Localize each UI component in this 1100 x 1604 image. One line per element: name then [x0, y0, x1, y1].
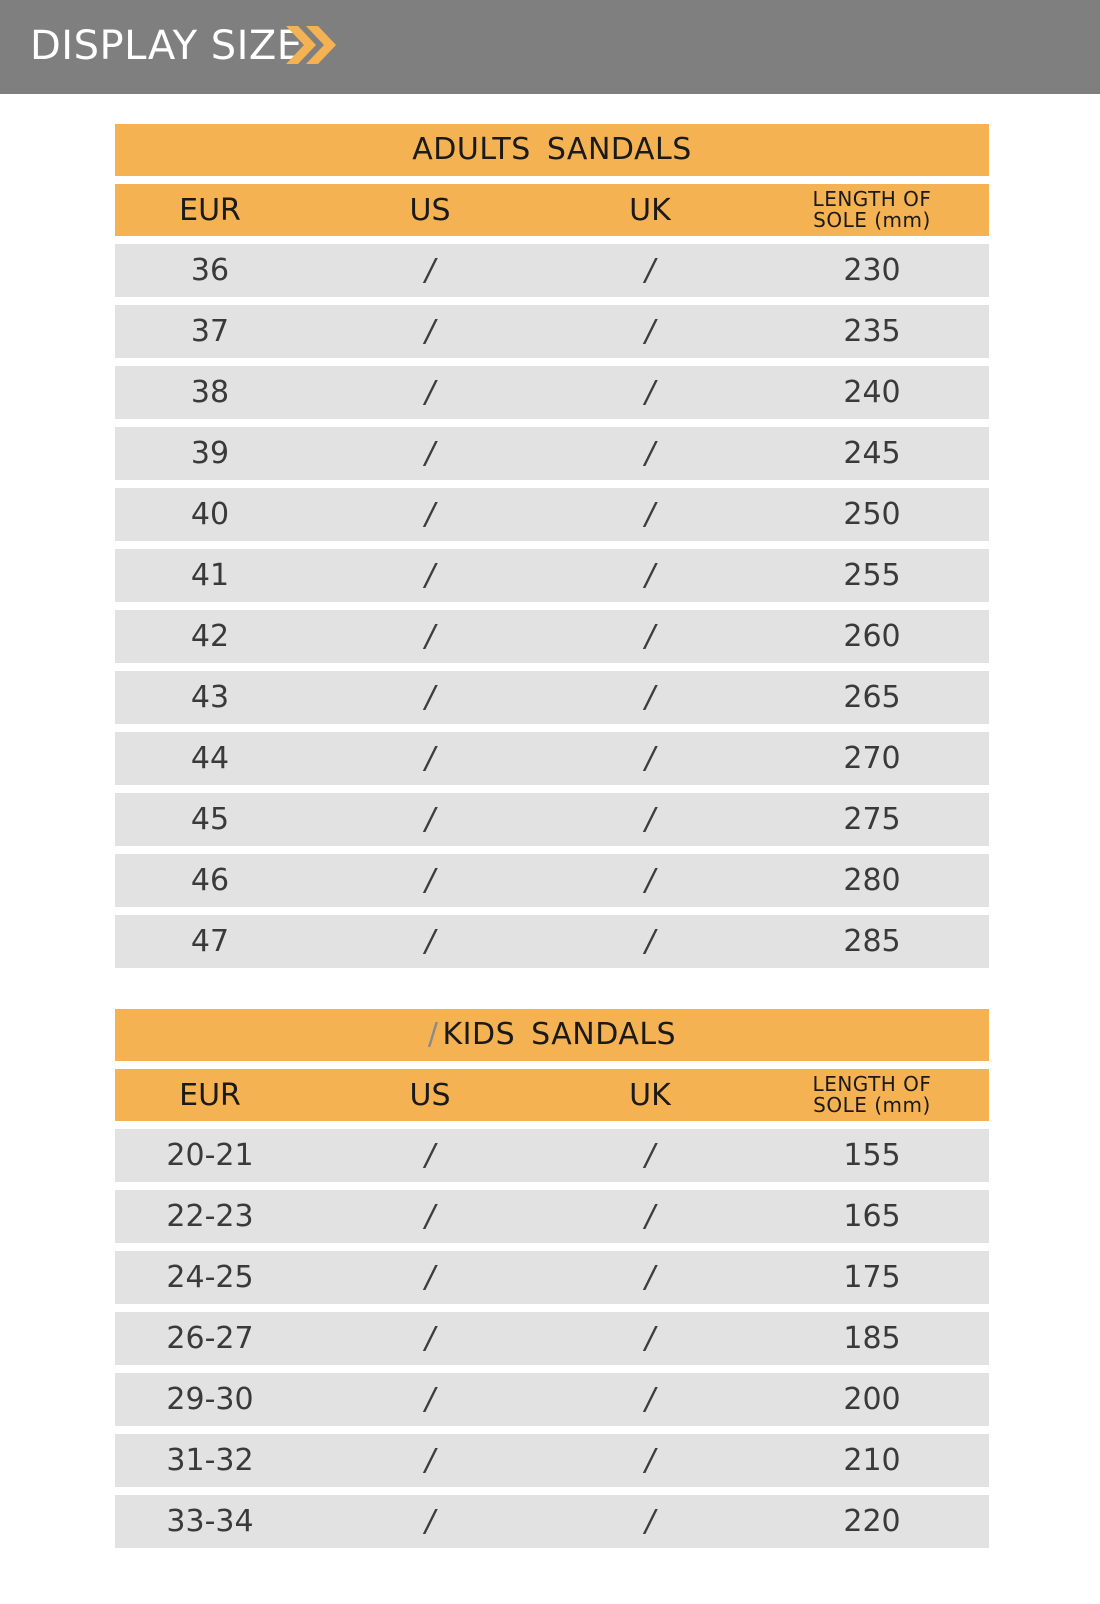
- table-row: [115, 1495, 989, 1548]
- us-cell: /: [424, 619, 436, 654]
- us-cell: /: [424, 1321, 436, 1356]
- eur-cell: 46: [190, 863, 230, 898]
- kids-table-title: KIDS SANDALS: [442, 1017, 677, 1052]
- kids-header-row: [115, 1069, 989, 1121]
- uk-cell: /: [644, 1260, 656, 1295]
- table-row: [115, 1129, 989, 1182]
- us-cell: /: [424, 1199, 436, 1234]
- uk-cell: /: [644, 314, 656, 349]
- table-row: [115, 549, 989, 602]
- eur-cell: 40: [190, 497, 230, 532]
- length-cell: 210: [843, 1443, 901, 1478]
- length-cell: 270: [843, 741, 901, 776]
- column-header-eur: EUR: [179, 192, 241, 228]
- table-row: [115, 1251, 989, 1304]
- table-row: [115, 427, 989, 480]
- eur-cell: 36: [190, 253, 230, 288]
- table-row: [115, 305, 989, 358]
- eur-cell: 43: [190, 680, 230, 715]
- eur-cell: 37: [190, 314, 230, 349]
- us-cell: /: [424, 741, 436, 776]
- eur-cell: 29-30: [166, 1382, 254, 1417]
- uk-cell: /: [644, 741, 656, 776]
- column-header-uk: UK: [629, 1077, 671, 1113]
- uk-cell: /: [644, 924, 656, 959]
- kids-title-slash: /: [427, 1017, 439, 1052]
- uk-cell: /: [644, 558, 656, 593]
- table-row: [115, 1373, 989, 1426]
- table-row: [115, 671, 989, 724]
- header-bar: [0, 0, 1100, 94]
- length-cell: 275: [843, 802, 901, 837]
- eur-cell: 38: [190, 375, 230, 410]
- uk-cell: /: [644, 253, 656, 288]
- uk-cell: /: [644, 1504, 656, 1539]
- uk-cell: /: [644, 375, 656, 410]
- length-cell: 285: [843, 924, 901, 959]
- adults-header-row: [115, 184, 989, 236]
- length-cell: 250: [843, 497, 901, 532]
- length-cell: 220: [843, 1504, 901, 1539]
- table-row: [115, 1190, 989, 1243]
- eur-cell: 33-34: [166, 1504, 254, 1539]
- length-cell: 265: [843, 680, 901, 715]
- us-cell: /: [424, 1504, 436, 1539]
- table-row: [115, 610, 989, 663]
- length-cell: 280: [843, 863, 901, 898]
- us-cell: /: [424, 497, 436, 532]
- us-cell: /: [424, 314, 436, 349]
- length-cell: 235: [843, 314, 901, 349]
- eur-cell: 47: [190, 924, 230, 959]
- length-cell: 245: [843, 436, 901, 471]
- us-cell: /: [424, 1382, 436, 1417]
- eur-cell: 22-23: [166, 1199, 254, 1234]
- us-cell: /: [424, 802, 436, 837]
- table-row: [115, 854, 989, 907]
- table-row: [115, 915, 989, 968]
- length-cell: 260: [843, 619, 901, 654]
- uk-cell: /: [644, 1199, 656, 1234]
- us-cell: /: [424, 680, 436, 715]
- uk-cell: /: [644, 863, 656, 898]
- column-header-length: [755, 184, 989, 236]
- page-title: DISPLAY SIZE: [30, 23, 303, 69]
- column-header-length-line1: LENGTH OF: [812, 187, 932, 211]
- length-cell: 185: [843, 1321, 901, 1356]
- length-cell: 165: [843, 1199, 901, 1234]
- eur-cell: 24-25: [166, 1260, 254, 1295]
- eur-cell: 41: [190, 558, 230, 593]
- column-header-eur: EUR: [179, 1077, 241, 1113]
- table-row: [115, 1434, 989, 1487]
- uk-cell: /: [644, 1443, 656, 1478]
- us-cell: /: [424, 924, 436, 959]
- table-row: [115, 793, 989, 846]
- adults-size-table: [115, 124, 989, 976]
- kids-rows: [115, 1129, 989, 1548]
- eur-cell: 44: [190, 741, 230, 776]
- eur-cell: 45: [190, 802, 230, 837]
- adults-rows: [115, 244, 989, 968]
- uk-cell: /: [644, 497, 656, 532]
- us-cell: /: [424, 863, 436, 898]
- double-chevron-right-icon: [286, 26, 342, 64]
- column-header-us: US: [409, 192, 451, 228]
- length-cell: 155: [843, 1138, 901, 1173]
- uk-cell: /: [644, 1321, 656, 1356]
- us-cell: /: [424, 253, 436, 288]
- column-header-uk: UK: [629, 192, 671, 228]
- kids-table-title-bar: [115, 1009, 989, 1061]
- column-header-us: US: [409, 1077, 451, 1113]
- length-cell: 175: [843, 1260, 901, 1295]
- uk-cell: /: [644, 619, 656, 654]
- us-cell: /: [424, 1138, 436, 1173]
- eur-cell: 31-32: [166, 1443, 254, 1478]
- eur-cell: 39: [190, 436, 230, 471]
- length-cell: 230: [843, 253, 901, 288]
- eur-cell: 26-27: [166, 1321, 254, 1356]
- table-row: [115, 366, 989, 419]
- adults-table-title: ADULTS SANDALS: [115, 124, 989, 176]
- us-cell: /: [424, 558, 436, 593]
- eur-cell: 42: [190, 619, 230, 654]
- column-header-length-line1: LENGTH OF: [812, 1072, 932, 1096]
- table-row: [115, 488, 989, 541]
- us-cell: /: [424, 375, 436, 410]
- table-row: [115, 1312, 989, 1365]
- eur-cell: 20-21: [166, 1138, 254, 1173]
- column-header-length-line2: SOLE (mm): [813, 208, 931, 232]
- uk-cell: /: [644, 802, 656, 837]
- uk-cell: /: [644, 680, 656, 715]
- table-row: [115, 732, 989, 785]
- uk-cell: /: [644, 1138, 656, 1173]
- us-cell: /: [424, 1260, 436, 1295]
- column-header-length: [755, 1069, 989, 1121]
- kids-size-table: [115, 1009, 989, 1556]
- us-cell: /: [424, 1443, 436, 1478]
- us-cell: /: [424, 436, 436, 471]
- uk-cell: /: [644, 1382, 656, 1417]
- uk-cell: /: [644, 436, 656, 471]
- length-cell: 255: [843, 558, 901, 593]
- length-cell: 200: [843, 1382, 901, 1417]
- length-cell: 240: [843, 375, 901, 410]
- table-row: [115, 244, 989, 297]
- column-header-length-line2: SOLE (mm): [813, 1093, 931, 1117]
